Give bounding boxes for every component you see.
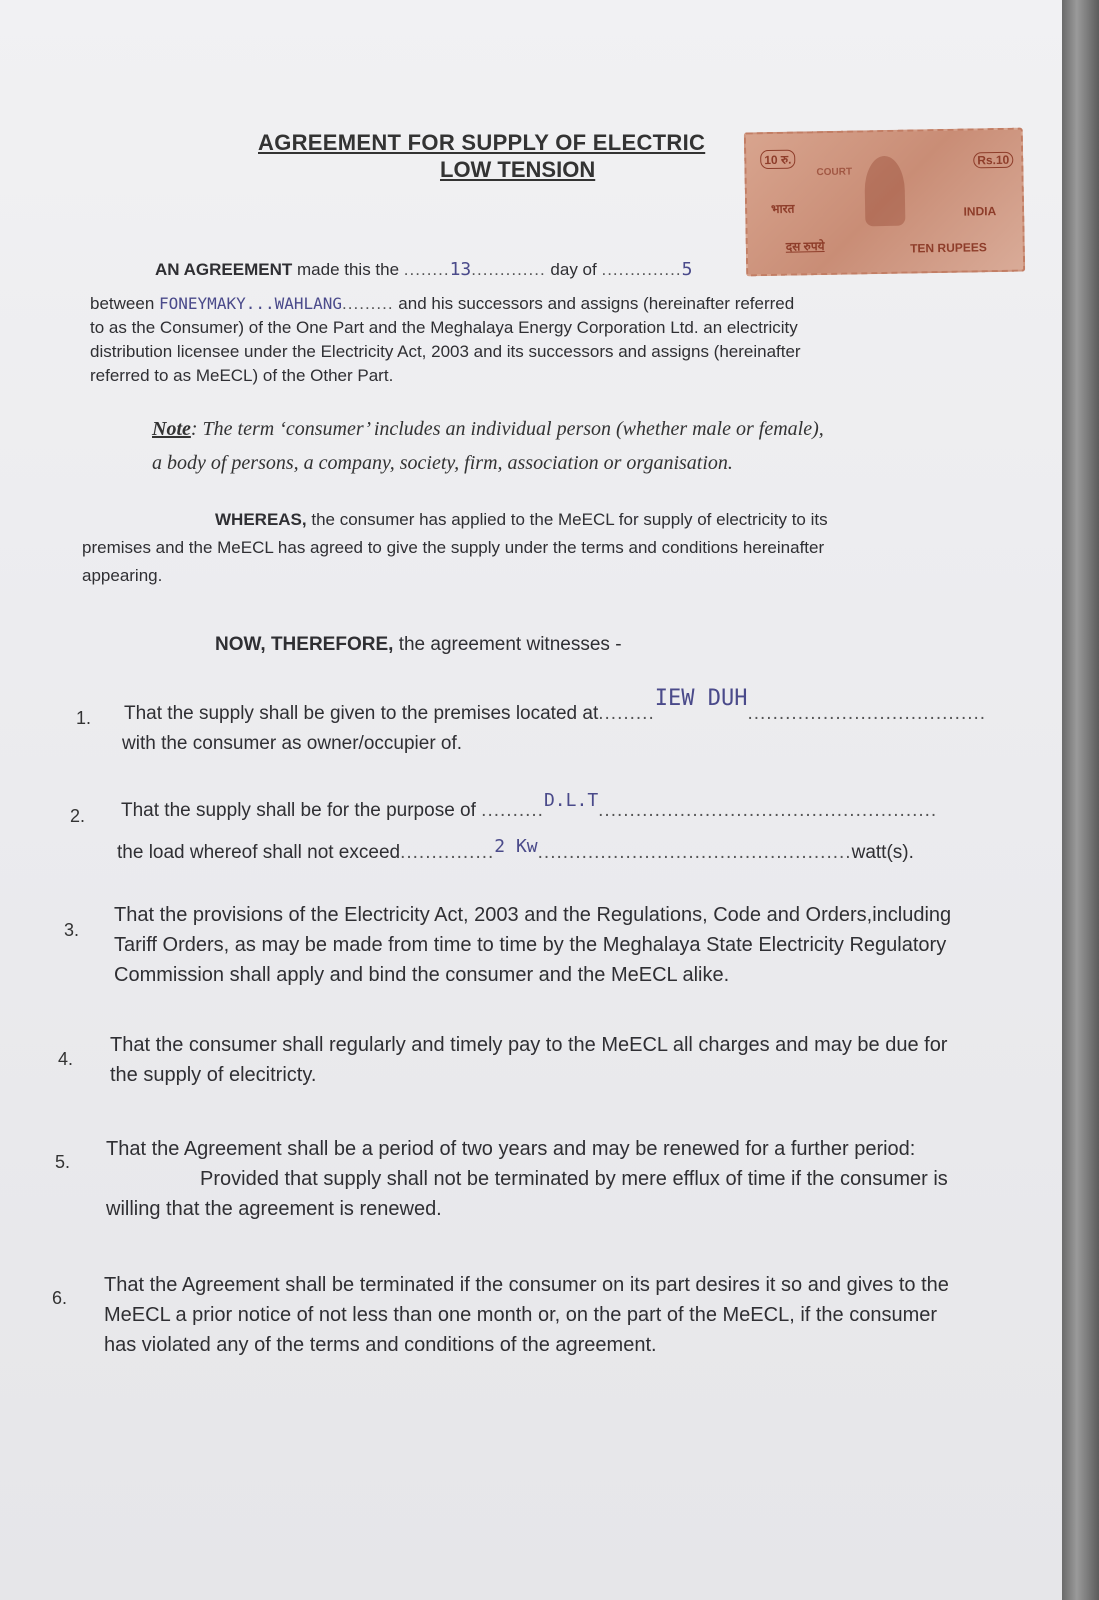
between-label: between: [90, 294, 155, 313]
whereas-text-1: the consumer has applied to the MeECL for supply of electricity to its: [311, 510, 828, 529]
load-unit: watt(s).: [851, 842, 914, 863]
intro-made-text: made this the: [297, 260, 400, 279]
note-text-1: : The term ‘consumer’ includes an individual person (whether male or female),: [190, 418, 824, 440]
clause-4-body: [110, 1030, 947, 1090]
clause-3-number: 3.: [64, 920, 80, 940]
premises-location: IEW DUH: [654, 686, 748, 711]
clause-5-body: [106, 1134, 948, 1224]
stamp-ten-rupees-text: TEN RUPEES: [910, 240, 987, 256]
page-title: AGREEMENT FOR SUPPLY OF ELECTRIC: [258, 130, 706, 155]
clause-5-line-1: That the Agreement shall be a period of two years and may be renewed for a further period:: [106, 1138, 916, 1160]
stamp-value-right: Rs.10: [973, 152, 1013, 169]
intro-between-line: between FONEYMAKY...WAHLANG......... and his successors and assigns (hereinafter referred: [90, 294, 795, 313]
background-edge: [1062, 0, 1099, 1600]
whereas-line-1: [215, 510, 828, 530]
therefore-lead: NOW, THEREFORE,: [215, 634, 394, 655]
intro-line1-rest: and his successors and assigns (hereinafter referred: [398, 294, 795, 313]
clause-1-text: That the supply shall be given to the premises located at: [124, 703, 599, 724]
month-value: 5: [681, 259, 693, 280]
clause-2-text-1: That the supply shall be for the purpose of: [121, 800, 476, 821]
clause-4-number: 4.: [58, 1049, 74, 1069]
clause-5-line-2: Provided that supply shall not be terminated by mere efflux of time if the consumer is: [200, 1168, 948, 1190]
day-value: 13: [449, 259, 472, 280]
clause-1-line-1: That the supply shall be given to the premises located at.........IEW DUH......................................: [124, 686, 987, 724]
stamp-bharat-text: भारत: [770, 201, 795, 216]
stamp-india-text: INDIA: [963, 204, 997, 219]
whereas-line-2: premises and the MeECL has agreed to give the supply under the terms and conditions hereinafter: [82, 538, 825, 557]
clause-5-line-3: willing that the agreement is renewed.: [106, 1198, 442, 1220]
clause-6-line-2: MeECL a prior notice of not less than one month or, on the part of the MeECL, if the consumer: [104, 1304, 938, 1326]
load-value: 2 Kw: [494, 836, 538, 857]
clause-6-line-1: That the Agreement shall be terminated if the consumer on its part desires it so and gives to the: [104, 1274, 949, 1296]
clause-4-line-1: That the consumer shall regularly and timely pay to the MeECL all charges and may be due for: [110, 1034, 948, 1056]
intro-line-2: to as the Consumer) of the One Part and the Meghalaya Energy Corporation Ltd. an electricity: [90, 318, 798, 337]
supply-purpose: D.L.T: [543, 790, 599, 811]
clause-3-line-1: That the provisions of the Electricity Act, 2003 and the Regulations, Code and Orders,including: [114, 904, 952, 926]
stamp-das-rupaye-text: दस रुपये: [785, 239, 825, 254]
day-of-label: day of: [550, 260, 597, 279]
clause-1-number: 1.: [76, 708, 92, 728]
clause-1-line-2: with the consumer as owner/occupier of.: [122, 733, 463, 754]
clause-5-number: 5.: [55, 1152, 71, 1172]
clause-6-line-3: has violated any of the terms and conditions of the agreement.: [104, 1334, 657, 1356]
intro-line-4: referred to as MeECL) of the Other Part.: [90, 366, 394, 385]
whereas-lead: WHEREAS,: [215, 510, 307, 529]
clause-3-line-2: Tariff Orders, as may be made from time to time by the Meghalaya State Electricity Regulatory: [114, 934, 947, 956]
clause-4-line-2: the supply of elecitricty.: [110, 1064, 317, 1086]
stamp-court-text: COURT: [816, 166, 853, 179]
clause-3-line-3: Commission shall apply and bind the consumer and the MeECL alike.: [114, 964, 730, 986]
note-line-2: a body of persons, a company, society, firm, association or organisation.: [152, 452, 733, 474]
stamp-value-left: 10 रु.: [760, 150, 796, 170]
clause-6-number: 6.: [52, 1288, 68, 1308]
revenue-stamp: [744, 128, 1025, 277]
ashoka-emblem-icon: [864, 156, 905, 227]
therefore-text: the agreement witnesses -: [398, 634, 622, 655]
clause-2-number: 2.: [70, 806, 86, 826]
clause-2-text-2: the load whereof shall not exceed: [117, 842, 401, 863]
clause-3-body: [114, 900, 951, 990]
intro-first-line: AN AGREEMENT made this the ........13............. day of ..............5: [155, 259, 693, 280]
clause-2-line-2: the load whereof shall not exceed...............2 Kw..................................................watt(s).: [117, 836, 914, 863]
whereas-line-3: appearing.: [82, 566, 163, 585]
clause-2-line-1: That the supply shall be for the purpose of ..........D.L.T......................................................: [121, 790, 938, 821]
note-line-1: [152, 418, 824, 441]
clause-6-body: [104, 1270, 949, 1360]
consumer-name: FONEYMAKY...WAHLANG: [159, 294, 343, 313]
therefore-line: [215, 634, 622, 656]
intro-line-3: distribution licensee under the Electricity Act, 2003 and its successors and assigns (hereinafter: [90, 342, 801, 361]
note-label: Note: [152, 418, 191, 440]
page-subtitle: LOW TENSION: [440, 157, 596, 182]
intro-lead: AN AGREEMENT: [155, 260, 293, 279]
